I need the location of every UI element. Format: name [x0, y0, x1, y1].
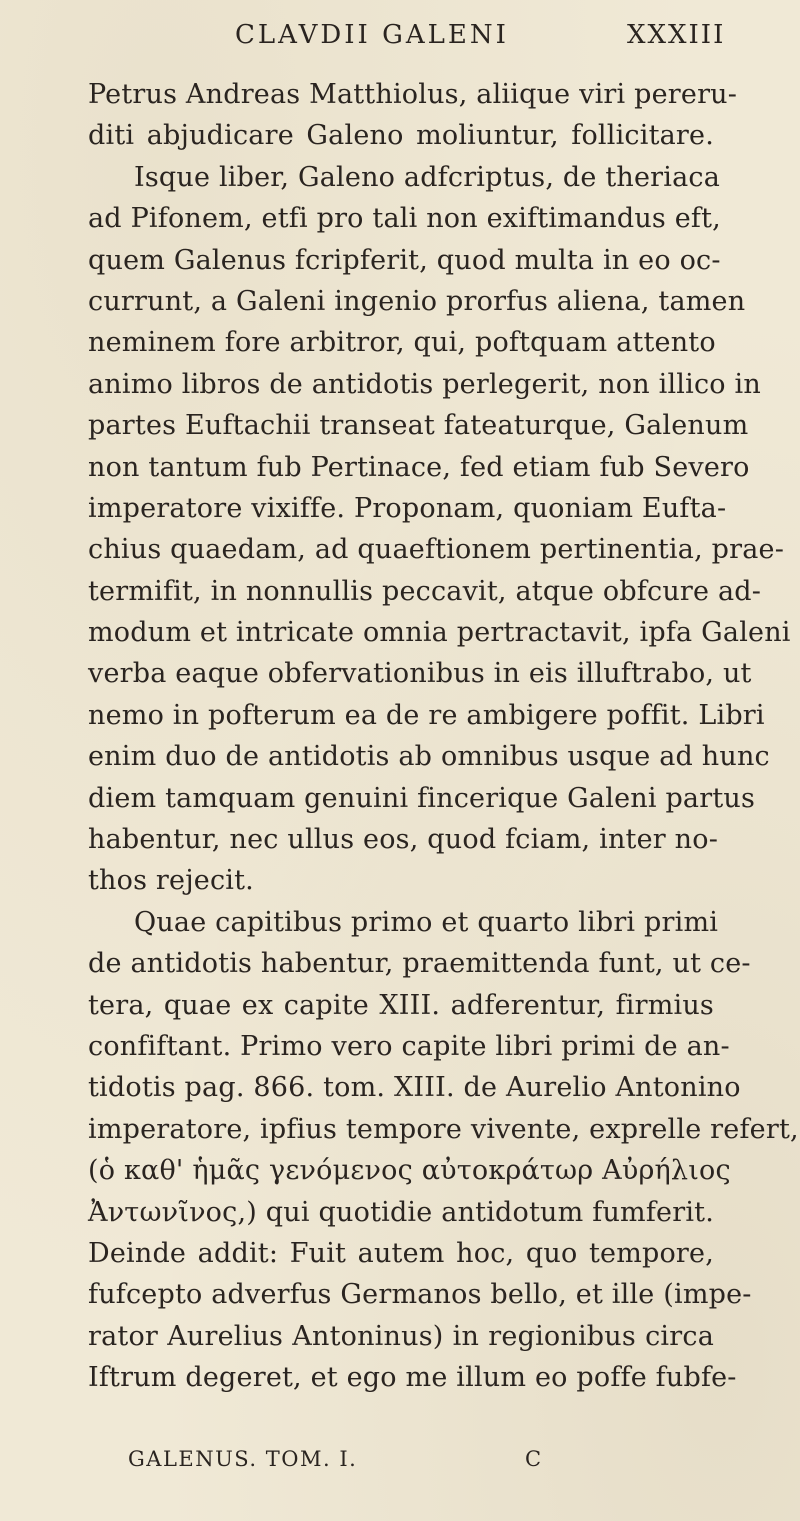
text-line: imperatore vixiffe. Proponam, quoniam Eufta- [88, 492, 727, 524]
text-line: quem Galenus fcripferit, quod multa in eo oc- [88, 244, 721, 276]
text-line: tidotis pag. 866. tom. XIII. de Aurelio Antonino [88, 1072, 741, 1104]
page-number: XXXIII [627, 20, 726, 50]
running-head: CLAVDII GALENI [235, 20, 509, 50]
text-line: rator Aurelius Antoninus) in regionibus circa [88, 1320, 714, 1352]
text-line: nemo in pofterum ea de re ambigere poffit. Libri [88, 699, 765, 731]
text-line: chius quaedam, ad quaeftionem pertinentia, prae- [88, 534, 785, 566]
text-line: de antidotis habentur, praemittenda funt, ut ce- [88, 948, 751, 980]
text-line: Petrus Andreas Matthiolus, aliique viri pereru- [88, 79, 738, 110]
page-footer [0, 1447, 800, 1483]
text-line: fufcepto adverfus Germanos bello, et ille (impe- [88, 1279, 752, 1311]
text-line: ad Pifonem, etfi pro tali non exiftimandus eft, [88, 203, 721, 235]
text-line: confiftant. Primo vero capite libri primi de an- [88, 1030, 730, 1062]
text-line: imperatore, ipfius tempore vivente, exprelle refert, [88, 1113, 799, 1145]
text-line: thos rejecit. [88, 865, 254, 897]
gathering-mark: C [525, 1447, 542, 1471]
signature-mark: GALENUS. TOM. I. [128, 1447, 358, 1471]
text-line: Deinde addit: Fuit autem hoc, quo tempore, [88, 1237, 714, 1269]
text-line: diem tamquam genuini fincerique Galeni partus [88, 782, 756, 814]
text-line: enim duo de antidotis ab omnibus usque ad hunc [88, 741, 770, 773]
text-line: currunt, a Galeni ingenio prorfus aliena, tamen [88, 285, 746, 317]
text-line: Iftrum degeret, et ego me illum eo poffe fubfe- [88, 1362, 737, 1394]
text-line: Quae capitibus primo et quarto libri primi [134, 906, 719, 938]
text-line: termifit, in nonnullis peccavit, atque obfcure ad- [88, 575, 762, 607]
body-text [88, 74, 799, 1399]
text-line: verba eaque obfervationibus in eis illuftrabo, ut [88, 658, 752, 690]
text-line: Ἀντωνῖνος,) qui quotidie antidotum fumferit. [88, 1196, 714, 1228]
text-line: animo libros de antidotis perlegerit, non illico in [88, 368, 761, 400]
text-line: partes Euftachii transeat fateaturque, Galenum [88, 410, 749, 442]
text-line: diti abjudicare Galeno moliuntur, follicitare. [88, 120, 714, 152]
text-line: neminem fore arbitror, qui, poftquam attento [88, 327, 716, 359]
text-line: non tantum fub Pertinace, fed etiam fub Severo [88, 451, 750, 483]
text-line: habentur, nec ullus eos, quod fciam, inter no- [88, 824, 719, 856]
text-line: tera, quae ex capite XIII. adferentur, firmius [88, 989, 714, 1021]
page-header [0, 20, 800, 60]
text-line: Isque liber, Galeno adfcriptus, de theriaca [134, 161, 721, 193]
text-line: (ὁ καθ' ἡμᾶς γενόμενος αὐτοκράτωρ Αὐρήλιος [88, 1155, 731, 1187]
text-line: modum et intricate omnia pertractavit, ipfa Galeni [88, 617, 791, 649]
